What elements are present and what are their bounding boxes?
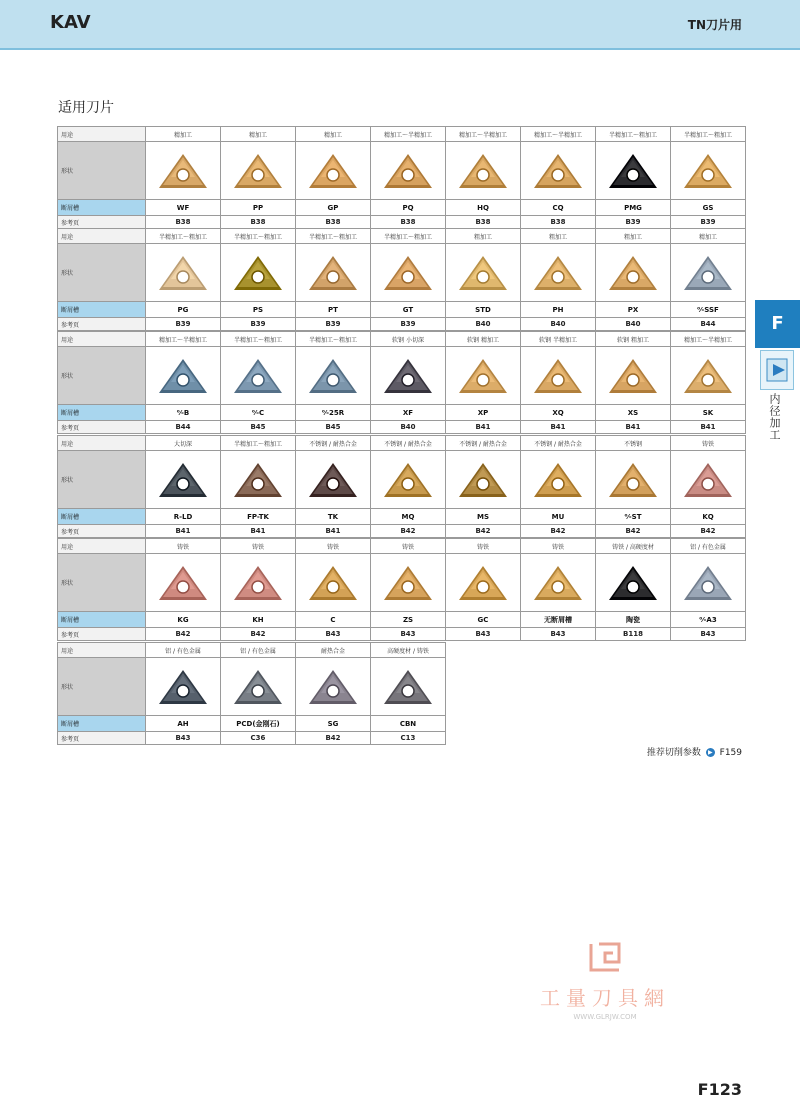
chipbreaker-cell: PH <box>521 302 596 318</box>
reference-page-cell[interactable]: B118 <box>596 628 671 641</box>
insert-shape-cell <box>596 244 671 302</box>
reference-page-cell[interactable]: B38 <box>371 216 446 229</box>
insert-shape-cell <box>146 142 221 200</box>
ref-row-label: 参考页 <box>58 318 146 331</box>
application-cell: 软钢 粗加工 <box>596 332 671 347</box>
triangle-insert-icon <box>457 356 509 396</box>
insert-shape-cell <box>371 347 446 405</box>
triangle-insert-icon <box>682 460 734 500</box>
chipbreaker-cell: TK <box>296 509 371 525</box>
triangle-insert-icon <box>607 563 659 603</box>
chipbreaker-cell: SG <box>296 716 371 732</box>
reference-page-cell[interactable]: B42 <box>146 628 221 641</box>
reference-page-cell[interactable]: B41 <box>146 525 221 538</box>
row-use <box>58 332 746 347</box>
reference-page-cell[interactable]: B39 <box>221 318 296 331</box>
application-cell: 半精加工～粗加工 <box>296 229 371 244</box>
triangle-insert-icon <box>682 356 734 396</box>
application-cell: 粗加工 <box>596 229 671 244</box>
watermark-url: WWW.GLRJW.COM <box>573 1013 637 1021</box>
chipbreaker-cell: ⁰⁄-25R <box>296 405 371 421</box>
reference-page-cell[interactable]: B42 <box>371 525 446 538</box>
use-row-label: 用途 <box>58 643 146 658</box>
row-shape <box>58 554 746 612</box>
chipbreaker-cell: 陶瓷 <box>596 612 671 628</box>
application-cell: 铸铁 <box>296 539 371 554</box>
insert-shape-cell <box>371 142 446 200</box>
triangle-insert-icon <box>382 460 434 500</box>
chipbreaker-cell: GT <box>371 302 446 318</box>
reference-page-cell[interactable]: B39 <box>296 318 371 331</box>
application-cell: 半精加工～粗加工 <box>221 229 296 244</box>
application-cell: 半精加工～粗加工 <box>146 229 221 244</box>
insert-shape-cell <box>446 554 521 612</box>
application-cell: 精加工～半精加工 <box>446 127 521 142</box>
triangle-insert-icon <box>157 667 209 707</box>
row-ref <box>58 216 746 229</box>
shape-row-label: 形状 <box>58 451 146 509</box>
section-label: 内径加工 <box>768 393 781 441</box>
triangle-insert-icon <box>157 253 209 293</box>
triangle-insert-icon <box>532 253 584 293</box>
triangle-insert-icon <box>682 253 734 293</box>
triangle-insert-icon <box>382 356 434 396</box>
reference-page-cell[interactable]: B42 <box>521 525 596 538</box>
row-ref <box>58 525 746 538</box>
reference-page-cell[interactable]: B39 <box>371 318 446 331</box>
section-title: 适用刀片 <box>58 100 114 116</box>
application-cell: 精加工 <box>146 127 221 142</box>
triangle-insert-icon <box>532 151 584 191</box>
header-title: KAV <box>50 12 91 33</box>
triangle-insert-icon <box>532 563 584 603</box>
ref-row-label: 参考页 <box>58 216 146 229</box>
shape-row-label: 形状 <box>58 347 146 405</box>
application-cell: 不锈钢 / 耐热合金 <box>521 436 596 451</box>
triangle-insert-icon <box>232 151 284 191</box>
chipbreaker-cell: C <box>296 612 371 628</box>
reference-page-cell[interactable]: B38 <box>221 216 296 229</box>
chipbreaker-cell: PQ <box>371 200 446 216</box>
application-cell: 铸铁 <box>146 539 221 554</box>
reference-page-cell[interactable]: B41 <box>671 421 746 434</box>
insert-shape-cell <box>146 347 221 405</box>
application-cell: 铸铁 <box>221 539 296 554</box>
chipbreaker-cell: XS <box>596 405 671 421</box>
watermark <box>520 940 690 1021</box>
reference-page-cell[interactable]: B42 <box>296 732 371 745</box>
triangle-insert-icon <box>157 460 209 500</box>
triangle-insert-icon <box>232 563 284 603</box>
insert-shape-cell <box>146 451 221 509</box>
row-breaker <box>58 716 446 732</box>
insert-shape-cell <box>596 451 671 509</box>
reference-page-cell[interactable]: B42 <box>221 628 296 641</box>
row-shape <box>58 142 746 200</box>
chipbreaker-cell: KH <box>221 612 296 628</box>
application-cell: 不锈钢 / 耐热合金 <box>296 436 371 451</box>
application-cell: 不锈钢 / 耐热合金 <box>371 436 446 451</box>
chipbreaker-cell: MQ <box>371 509 446 525</box>
reference-page-cell[interactable]: B43 <box>146 732 221 745</box>
header-subtitle: TN刀片用 <box>687 18 742 32</box>
reference-page-cell[interactable]: B42 <box>596 525 671 538</box>
insert-shape-cell <box>671 347 746 405</box>
triangle-insert-icon <box>307 460 359 500</box>
triangle-insert-icon <box>457 253 509 293</box>
insert-shape-cell <box>521 554 596 612</box>
ref-row-label: 参考页 <box>58 628 146 641</box>
insert-shape-cell <box>221 554 296 612</box>
triangle-insert-icon <box>307 253 359 293</box>
insert-table-block <box>57 435 746 538</box>
chipbreaker-cell: HQ <box>446 200 521 216</box>
row-ref <box>58 421 746 434</box>
shape-row-label: 形状 <box>58 658 146 716</box>
reference-page-cell[interactable]: C13 <box>371 732 446 745</box>
row-breaker <box>58 200 746 216</box>
use-row-label: 用途 <box>58 436 146 451</box>
insert-shape-cell <box>446 451 521 509</box>
triangle-insert-icon <box>682 563 734 603</box>
application-cell: 耐热合金 <box>296 643 371 658</box>
page-header <box>0 0 800 50</box>
chipbreaker-cell: ⁰⁄-SSF <box>671 302 746 318</box>
use-row-label: 用途 <box>58 229 146 244</box>
insert-shape-cell <box>596 554 671 612</box>
triangle-insert-icon <box>607 253 659 293</box>
reference-page-cell[interactable]: B43 <box>296 628 371 641</box>
insert-shape-cell <box>671 554 746 612</box>
insert-shape-cell <box>296 554 371 612</box>
application-cell: 粗加工 <box>521 229 596 244</box>
reference-page-cell[interactable]: B43 <box>446 628 521 641</box>
chipbreaker-cell: XP <box>446 405 521 421</box>
chipbreaker-cell: AH <box>146 716 221 732</box>
triangle-insert-icon <box>457 151 509 191</box>
insert-shape-cell <box>521 451 596 509</box>
insert-shape-cell <box>521 347 596 405</box>
triangle-insert-icon <box>307 151 359 191</box>
reference-page-cell[interactable]: B39 <box>146 318 221 331</box>
chipbreaker-cell: PMG <box>596 200 671 216</box>
insert-shape-cell <box>371 554 446 612</box>
application-cell: 半精加工～粗加工 <box>221 332 296 347</box>
footnote-text: 推荐切削参数 <box>646 748 701 758</box>
triangle-insert-icon <box>607 356 659 396</box>
insert-shape-cell <box>596 142 671 200</box>
section-tab[interactable]: F <box>755 300 800 348</box>
triangle-insert-icon <box>232 356 284 396</box>
triangle-insert-icon <box>382 151 434 191</box>
chipbreaker-cell: CQ <box>521 200 596 216</box>
row-use <box>58 643 446 658</box>
application-cell: 精加工～半精加工 <box>146 332 221 347</box>
reference-page-cell[interactable]: B45 <box>221 421 296 434</box>
row-shape <box>58 451 746 509</box>
row-breaker <box>58 612 746 628</box>
triangle-insert-icon <box>157 356 209 396</box>
triangle-insert-icon <box>607 151 659 191</box>
chipbreaker-cell: PCD(金刚石) <box>221 716 296 732</box>
row-use <box>58 539 746 554</box>
insert-shape-cell <box>371 451 446 509</box>
row-shape <box>58 347 746 405</box>
insert-shape-cell <box>446 244 521 302</box>
application-cell: 精加工 <box>671 229 746 244</box>
triangle-insert-icon <box>457 563 509 603</box>
chipbreaker-cell: 无断屑槽 <box>521 612 596 628</box>
reference-page-cell[interactable]: B41 <box>221 525 296 538</box>
shape-row-label: 形状 <box>58 554 146 612</box>
application-cell: 粗加工 <box>446 229 521 244</box>
application-cell: 精加工～半精加工 <box>671 332 746 347</box>
application-cell: 精加工 <box>221 127 296 142</box>
insert-table-block <box>57 331 746 434</box>
application-cell: 不锈钢 / 耐热合金 <box>446 436 521 451</box>
application-cell: 铸铁 <box>671 436 746 451</box>
reference-page-cell[interactable]: B41 <box>446 421 521 434</box>
insert-table-block <box>57 642 446 745</box>
application-cell: 铝 / 有色金属 <box>221 643 296 658</box>
reference-page-cell[interactable]: B38 <box>446 216 521 229</box>
chipbreaker-cell: XQ <box>521 405 596 421</box>
chipbreaker-cell: ⁰⁄-B <box>146 405 221 421</box>
chipbreaker-cell: XF <box>371 405 446 421</box>
application-cell: 铸铁 <box>521 539 596 554</box>
chipbreaker-cell: PT <box>296 302 371 318</box>
chipbreaker-cell: ⁰⁄-A3 <box>671 612 746 628</box>
chipbreaker-cell: KQ <box>671 509 746 525</box>
triangle-insert-icon <box>157 151 209 191</box>
triangle-insert-icon <box>232 253 284 293</box>
insert-shape-cell <box>221 142 296 200</box>
chipbreaker-cell: PS <box>221 302 296 318</box>
insert-shape-cell <box>221 451 296 509</box>
chipbreaker-cell: MU <box>521 509 596 525</box>
reference-page-cell[interactable]: B41 <box>596 421 671 434</box>
reference-page-cell[interactable]: B43 <box>371 628 446 641</box>
chipbreaker-cell: ⁰⁄-ST <box>596 509 671 525</box>
row-use <box>58 127 746 142</box>
application-cell: 铸铁 <box>371 539 446 554</box>
application-cell: 半精加工～粗加工 <box>296 332 371 347</box>
chipbreaker-cell: PG <box>146 302 221 318</box>
triangle-insert-icon <box>607 460 659 500</box>
application-cell: 精加工～半精加工 <box>521 127 596 142</box>
chipbreaker-cell: KG <box>146 612 221 628</box>
triangle-insert-icon <box>382 253 434 293</box>
reference-page-cell[interactable]: B41 <box>521 421 596 434</box>
ref-row-label: 参考页 <box>58 525 146 538</box>
chipbreaker-cell: MS <box>446 509 521 525</box>
insert-shape-cell <box>146 244 221 302</box>
chipbreaker-cell: R-LD <box>146 509 221 525</box>
reference-page-cell[interactable]: B38 <box>146 216 221 229</box>
triangle-insert-icon <box>682 151 734 191</box>
row-breaker <box>58 509 746 525</box>
breaker-row-label: 断屑槽 <box>58 716 146 732</box>
application-cell: 铝 / 有色金属 <box>671 539 746 554</box>
reference-page-cell[interactable]: B40 <box>596 318 671 331</box>
shape-row-label: 形状 <box>58 142 146 200</box>
reference-page-cell[interactable]: B40 <box>521 318 596 331</box>
reference-page-cell[interactable]: B45 <box>296 421 371 434</box>
chipbreaker-cell: ZS <box>371 612 446 628</box>
insert-shape-cell <box>671 451 746 509</box>
chipbreaker-cell: SK <box>671 405 746 421</box>
insert-shape-cell <box>296 244 371 302</box>
ref-row-label: 参考页 <box>58 421 146 434</box>
triangle-insert-icon <box>382 563 434 603</box>
insert-table-block <box>57 228 746 331</box>
breaker-row-label: 断屑槽 <box>58 612 146 628</box>
reference-arrow-icon: ▶ <box>706 748 715 757</box>
application-cell: 大切深 <box>146 436 221 451</box>
reference-page-cell[interactable]: B43 <box>521 628 596 641</box>
use-row-label: 用途 <box>58 539 146 554</box>
row-shape <box>58 244 746 302</box>
chipbreaker-cell: PP <box>221 200 296 216</box>
row-ref <box>58 318 746 331</box>
chipbreaker-cell: GS <box>671 200 746 216</box>
reference-page-cell[interactable]: B44 <box>146 421 221 434</box>
breaker-row-label: 断屑槽 <box>58 302 146 318</box>
reference-page-cell[interactable]: B40 <box>446 318 521 331</box>
triangle-insert-icon <box>157 563 209 603</box>
chipbreaker-cell: WF <box>146 200 221 216</box>
application-cell: 高硬度材 / 铸铁 <box>371 643 446 658</box>
reference-page-cell[interactable]: B38 <box>296 216 371 229</box>
footnote <box>647 745 742 758</box>
application-cell: 铸铁 / 高硬度材 <box>596 539 671 554</box>
application-cell: 软钢 半精加工 <box>521 332 596 347</box>
row-breaker <box>58 405 746 421</box>
insert-shape-cell <box>146 658 221 716</box>
insert-shape-cell <box>446 347 521 405</box>
reference-page-cell[interactable]: B39 <box>671 216 746 229</box>
insert-shape-cell <box>146 554 221 612</box>
triangle-insert-icon <box>232 460 284 500</box>
chipbreaker-cell: STD <box>446 302 521 318</box>
insert-shape-cell <box>596 347 671 405</box>
breaker-row-label: 断屑槽 <box>58 405 146 421</box>
row-use <box>58 436 746 451</box>
application-cell: 精加工～半精加工 <box>371 127 446 142</box>
insert-shape-cell <box>446 142 521 200</box>
row-shape <box>58 658 446 716</box>
reference-page-cell[interactable]: B44 <box>671 318 746 331</box>
insert-shape-cell <box>521 244 596 302</box>
reference-page-cell[interactable]: B38 <box>521 216 596 229</box>
insert-shape-cell <box>221 658 296 716</box>
reference-page-cell[interactable]: B43 <box>671 628 746 641</box>
use-row-label: 用途 <box>58 127 146 142</box>
triangle-insert-icon <box>232 667 284 707</box>
triangle-insert-icon <box>457 460 509 500</box>
application-cell: 不锈钢 <box>596 436 671 451</box>
row-breaker <box>58 302 746 318</box>
triangle-insert-icon <box>382 667 434 707</box>
row-ref <box>58 732 446 745</box>
reference-page-cell[interactable]: B40 <box>371 421 446 434</box>
chipbreaker-cell: FP-TK <box>221 509 296 525</box>
insert-shape-cell <box>221 244 296 302</box>
row-ref <box>58 628 746 641</box>
insert-shape-cell <box>371 658 446 716</box>
insert-shape-cell <box>296 347 371 405</box>
application-cell: 半精加工～粗加工 <box>671 127 746 142</box>
reference-page-cell[interactable]: B39 <box>596 216 671 229</box>
insert-table-block <box>57 126 746 229</box>
chipbreaker-cell: CBN <box>371 716 446 732</box>
insert-shape-cell <box>521 142 596 200</box>
application-cell: 铸铁 <box>446 539 521 554</box>
breaker-row-label: 断屑槽 <box>58 509 146 525</box>
row-use <box>58 229 746 244</box>
triangle-insert-icon <box>532 356 584 396</box>
boring-bar-icon <box>760 350 794 390</box>
page-number: F123 <box>697 1080 742 1099</box>
insert-shape-cell <box>671 142 746 200</box>
breaker-row-label: 断屑槽 <box>58 200 146 216</box>
triangle-insert-icon <box>307 563 359 603</box>
insert-table-block <box>57 538 746 641</box>
ref-row-label: 参考页 <box>58 732 146 745</box>
triangle-insert-icon <box>307 667 359 707</box>
footnote-ref[interactable]: F159 <box>719 748 742 758</box>
application-cell: 软钢 精加工 <box>446 332 521 347</box>
use-row-label: 用途 <box>58 332 146 347</box>
insert-shape-cell <box>371 244 446 302</box>
triangle-insert-icon <box>307 356 359 396</box>
application-cell: 半精加工～粗加工 <box>371 229 446 244</box>
chipbreaker-cell: GC <box>446 612 521 628</box>
insert-shape-cell <box>296 451 371 509</box>
reference-page-cell[interactable]: C36 <box>221 732 296 745</box>
chipbreaker-cell: ⁰⁄-C <box>221 405 296 421</box>
application-cell: 半精加工～粗加工 <box>221 436 296 451</box>
application-cell: 精加工 <box>296 127 371 142</box>
watermark-logo-icon <box>585 940 625 974</box>
application-cell: 半精加工～粗加工 <box>596 127 671 142</box>
application-cell: 铝 / 有色金属 <box>146 643 221 658</box>
chipbreaker-cell: PX <box>596 302 671 318</box>
reference-page-cell[interactable]: B42 <box>671 525 746 538</box>
chipbreaker-cell: GP <box>296 200 371 216</box>
reference-page-cell[interactable]: B42 <box>446 525 521 538</box>
reference-page-cell[interactable]: B41 <box>296 525 371 538</box>
insert-shape-cell <box>221 347 296 405</box>
insert-shape-cell <box>296 658 371 716</box>
insert-shape-cell <box>671 244 746 302</box>
insert-shape-cell <box>296 142 371 200</box>
watermark-text: 工量刀具網 <box>540 986 670 1010</box>
shape-row-label: 形状 <box>58 244 146 302</box>
application-cell: 软钢 小切深 <box>371 332 446 347</box>
triangle-insert-icon <box>532 460 584 500</box>
